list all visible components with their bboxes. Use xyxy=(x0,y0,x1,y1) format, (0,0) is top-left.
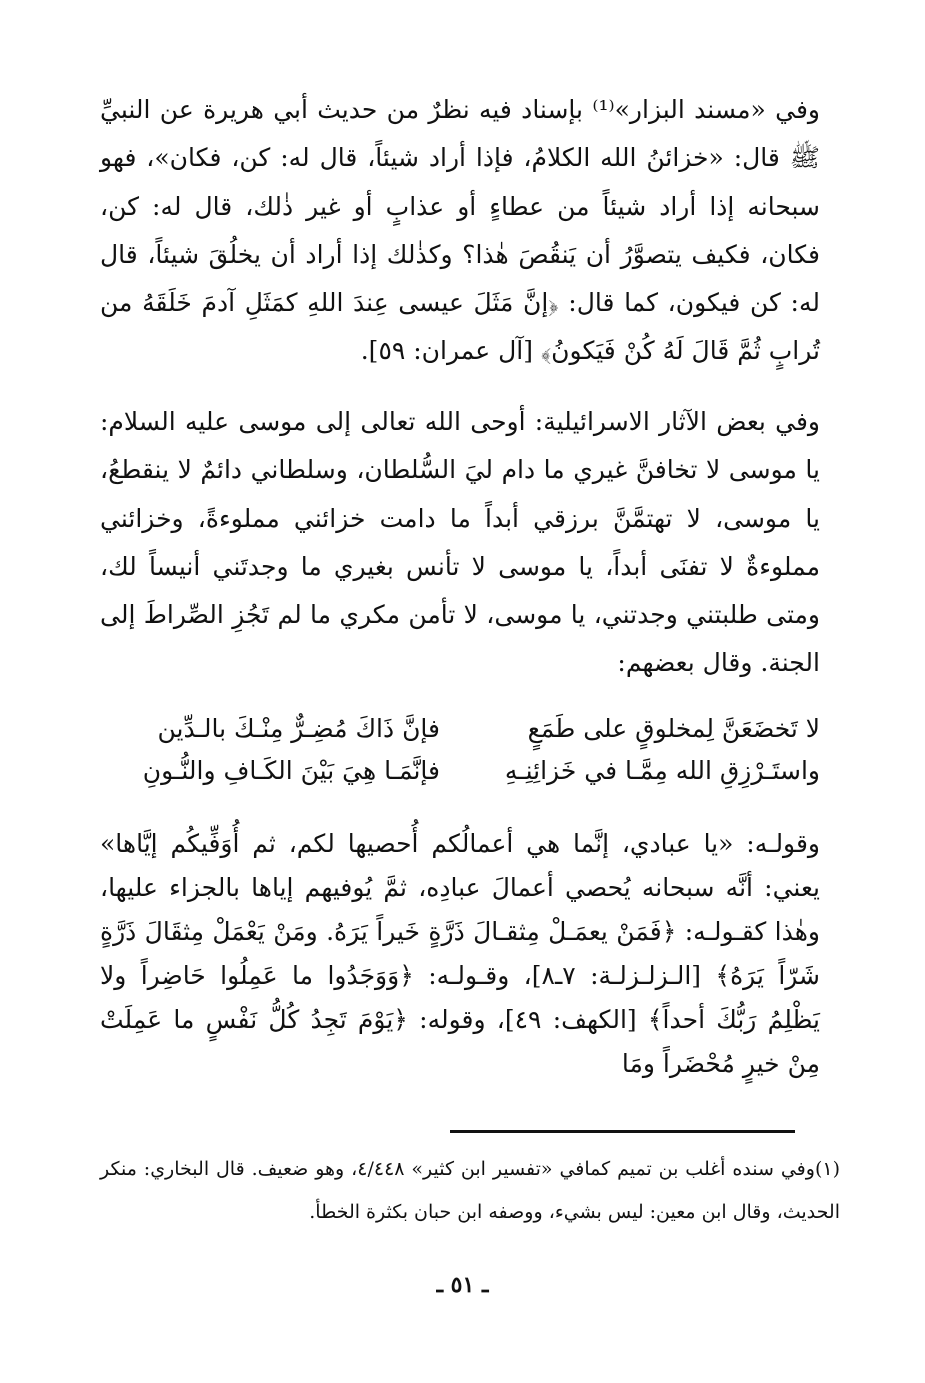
footnote xyxy=(100,1148,840,1234)
paragraph-deeds-reckoning xyxy=(100,822,820,1086)
footnote-separator xyxy=(450,1130,795,1133)
footnote-text: (١)وفي سنده أغلب بن تميم كمافي «تفسير ابن كثير» ٤/٤٤٨، وهو ضعيف. قال البخاري: منكر الحديث، وقال ابن معين: ليس بشيء، ووصفه ابن حبان بكثرة الخطأ. xyxy=(100,1158,840,1223)
paragraph-bazzar-hadith xyxy=(100,86,820,376)
verse-first-hemistich: لا تَخضَعَنَّ لِمخلوقٍ على طَمَعٍ xyxy=(527,714,820,743)
verse-first-hemistich: واستَـرْزِقِ الله مِمَّـا في خَزائِنِـهِ xyxy=(504,756,820,785)
poem-verse xyxy=(100,708,820,750)
poem-verse xyxy=(100,750,820,792)
paragraph-text: وقولـه: «يا عبادي، إنَّما هي أعمالُكم أُحصيها لكم، ثم أُوَفِّيكُم إيَّاها» يعني: أنَّه سبحانه يُحصي أعمالَ عبادِه، ثمَّ يُوفيهم إياها بالجزاء عليها، وهٰذا كقـولـه: ﴿فَمَنْ يعمَـلْ مِثقـالَ ذَرَّةٍ خَيراً يَرَهُ. ومَنْ يَعْمَلْ مِثقَالَ ذَرَّةٍ شَرّاً يَرَهُ﴾ [الـزلـزلـة: ٧ـ٨]، وقـولـه: ﴿وَوَجَدُوا ما عَمِلُوا حَاضِراً ولا يَظْلِمُ رَبُّكَ أحداً﴾ [الكهف: ٤٩]، وقوله: ﴿يَوْمَ تَجِدُ كُلُّ نَفْسٍ ما عَمِلَتْ مِنْ خيرٍ مُحْضَراً ومَا xyxy=(100,829,821,1078)
paragraph-israeli-narrations xyxy=(100,398,820,688)
paragraph-text: وفي بعض الآثار الاسرائيلية: أوحى الله تعالى إلى موسى عليه السلام: يا موسى لا تخافنَّ غيري ما دام ليَ السُّلطان، وسلطاني دائمٌ لا ينقطعُ، يا موسى، لا تهتمَّنَّ برزقي أبداً ما دامت خزائني مملوءةً، وخزائني مملوءةٌ لا تفنَى أبداً، يا موسى لا تأنس بغيري ما وجدتَني أنيساً لك، ومتى طلبتني وجدتني، يا موسى، لا تأمن مكري ما لم تَجُزِ الصِّراطَ إلى الجنة. وقال بعضهم: xyxy=(100,407,820,678)
verse-second-hemistich: فإنَّمَـا هِيَ بَيْنَ الكَـافِ والنُّـونِ xyxy=(142,756,440,785)
page-number: ـ ٥١ ـ xyxy=(436,1272,489,1298)
paragraph-text: وفي «مسند البزار»⁽¹⁾ بإسناد فيه نظرٌ من حديث أبي هريرة عن النبيِّ ﷺ قال: «خزائنُ الله الكلامُ، فإذا أراد شيئاً، قال له: كن، فكان»، فهو سبحانه إذا أراد شيئاً من عطاءٍ أو عذابٍ أو غير ذٰلك، قال له: كن، فكان، فكيف يتصوَّرُ أن يَنقُصَ هٰذا؟ وكذٰلك إذا أراد أن يخلُقَ شيئاً، قال له: كن فيكون، كما قال: ﴿إنَّ مَثَلَ عيسى عِندَ اللهِ كمَثَلِ آدمَ خَلَقَهُ من تُرابٍ ثُمَّ قَالَ لَهُ كُنْ فَيَكونُ﴾ [آل عمران: ٥٩]. xyxy=(100,95,821,366)
poem xyxy=(100,708,820,792)
verse-second-hemistich: فإنَّ ذَاكَ مُضِـرٌّ مِنْـكَ بالـدِّين xyxy=(157,714,440,743)
